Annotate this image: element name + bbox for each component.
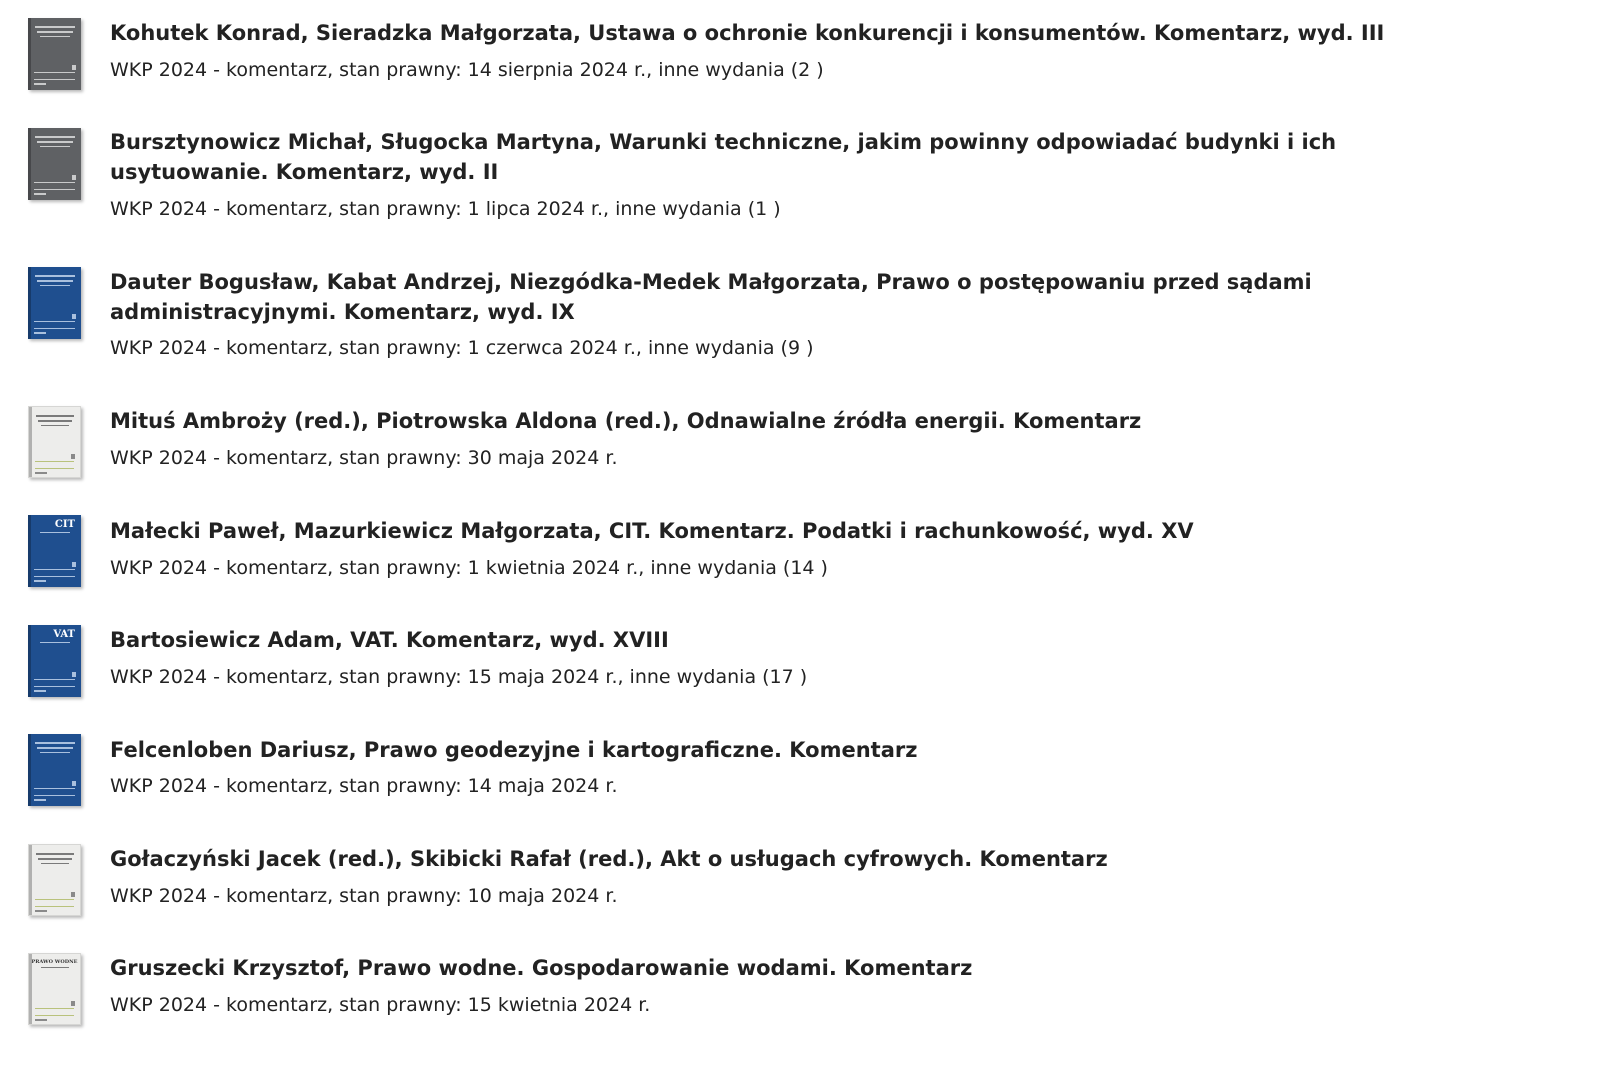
cover-title: PRAWO WODNE — [31, 959, 78, 965]
book-meta: WKP 2024 - komentarz, stan prawny: 10 maja 2024 r. — [110, 885, 618, 907]
book-meta: WKP 2024 - komentarz, stan prawny: 15 kwietnia 2024 r. — [110, 994, 651, 1016]
book-cover[interactable] — [28, 625, 81, 697]
book-title-link[interactable]: Kohutek Konrad, Sieradzka Małgorzata, Ustawa o ochronie konkurencji i konsumentów. Komentarz, wyd. III — [110, 21, 1385, 45]
cover-title: VAT — [53, 629, 75, 640]
book-title-link[interactable]: Bartosiewicz Adam, VAT. Komentarz, wyd. XVIII — [110, 628, 669, 652]
book-title-link[interactable]: Mituś Ambroży (red.), Piotrowska Aldona (red.), Odnawialne źródła energii. Komentarz — [110, 409, 1142, 433]
book-meta: WKP 2024 - komentarz, stan prawny: 30 maja 2024 r. — [110, 447, 618, 469]
book-title-link[interactable]: Dauter Bogusław, Kabat Andrzej, Niezgódka-Medek Małgorzata, Prawo o postępowaniu przed sądami administracyjnymi. Komentarz, wyd. IX — [110, 270, 1312, 324]
book-cover[interactable] — [28, 844, 81, 916]
cover-title: CIT — [54, 519, 75, 530]
book-cover[interactable] — [28, 734, 81, 806]
book-cover[interactable] — [28, 515, 81, 587]
book-title-link[interactable]: Bursztynowicz Michał, Sługocka Martyna, Warunki techniczne, jakim powinny odpowiadać budynki i ich usytuowanie. Komentarz, wyd. II — [110, 130, 1337, 184]
book-meta: WKP 2024 - komentarz, stan prawny: 1 czerwca 2024 r., inne wydania (9 ) — [110, 337, 814, 359]
book-title-link[interactable]: Felcenloben Dariusz, Prawo geodezyjne i kartograficzne. Komentarz — [110, 738, 918, 762]
book-meta: WKP 2024 - komentarz, stan prawny: 1 kwietnia 2024 r., inne wydania (14 ) — [110, 557, 828, 579]
book-title-link[interactable]: Gołaczyński Jacek (red.), Skibicki Rafał (red.), Akt o usługach cyfrowych. Komentarz — [110, 847, 1108, 871]
book-cover[interactable] — [28, 18, 81, 90]
book-cover[interactable] — [28, 267, 81, 339]
book-meta: WKP 2024 - komentarz, stan prawny: 15 maja 2024 r., inne wydania (17 ) — [110, 666, 808, 688]
book-cover[interactable] — [28, 128, 81, 200]
book-cover[interactable] — [28, 406, 81, 478]
book-meta: WKP 2024 - komentarz, stan prawny: 14 maja 2024 r. — [110, 775, 618, 797]
book-title-link[interactable]: Gruszecki Krzysztof, Prawo wodne. Gospodarowanie wodami. Komentarz — [110, 956, 973, 980]
book-cover[interactable] — [28, 953, 81, 1025]
book-meta: WKP 2024 - komentarz, stan prawny: 14 sierpnia 2024 r., inne wydania (2 ) — [110, 59, 824, 81]
book-title-link[interactable]: Małecki Paweł, Mazurkiewicz Małgorzata, CIT. Komentarz. Podatki i rachunkowość, wyd. XV — [110, 519, 1194, 543]
book-meta: WKP 2024 - komentarz, stan prawny: 1 lipca 2024 r., inne wydania (1 ) — [110, 198, 781, 220]
